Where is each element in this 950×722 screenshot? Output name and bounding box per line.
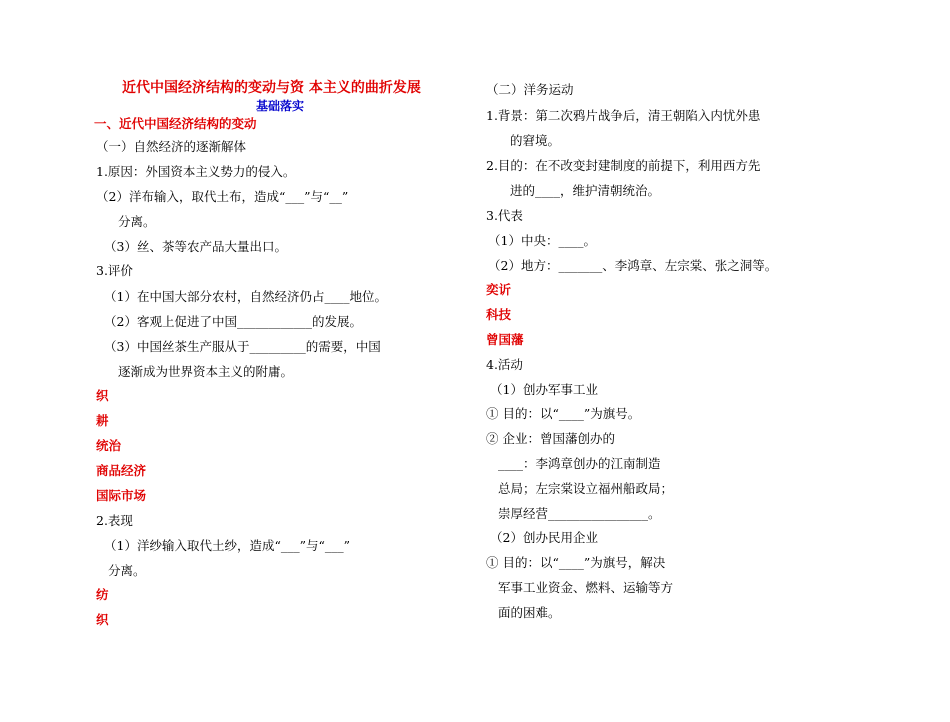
text-line: （2）客观上促进了中国____________的发展。 xyxy=(104,314,362,329)
text-line: 总局；左宗棠设立福州船政局； xyxy=(498,481,674,496)
text-line: 4.活动 xyxy=(486,357,523,372)
answer-text: 织 xyxy=(96,388,109,403)
document-subtitle: 基础落实 xyxy=(256,99,305,113)
text-line: （2）洋布输入，取代土布，造成“___”与“__” xyxy=(96,189,349,204)
document-title: 近代中国经济结构的变动与资 本主义的曲折发展 xyxy=(122,80,421,96)
text-line: ② 企业：曾国藩创办的 xyxy=(486,431,615,446)
text-line: （1）中央：____。 xyxy=(488,233,596,248)
text-line: 2.目的：在不改变封建制度的前提下，利用西方先 xyxy=(486,158,761,173)
text-line: （3）丝、茶等农产品大量出口。 xyxy=(104,239,287,254)
text-line: （1）创办军事工业 xyxy=(490,382,598,397)
text-line: 崇厚经营________________。 xyxy=(498,506,661,521)
answer-text: 奕䜣 xyxy=(486,282,512,297)
text-line: （2）地方：_______、李鸿章、左宗棠、张之洞等。 xyxy=(488,258,778,273)
answer-text: 商品经济 xyxy=(96,463,147,478)
text-line: 1.原因：外国资本主义势力的侵入。 xyxy=(96,164,296,179)
answer-text: 曾国藩 xyxy=(486,332,524,347)
text-line: ① 目的：以“____”为旗号，解决 xyxy=(486,555,666,570)
text-line: （3）中国丝茶生产服从于_________的需要，中国 xyxy=(104,339,381,354)
text-line: （2）创办民用企业 xyxy=(490,530,598,545)
text-line: （1）在中国大部分农村，自然经济仍占____地位。 xyxy=(104,289,387,304)
answer-text: 织 xyxy=(96,612,109,627)
text-line: 军事工业资金、燃料、运输等方 xyxy=(498,580,674,595)
text-line: ____：李鸿章创办的江南制造 xyxy=(498,456,661,471)
text-line: 2.表现 xyxy=(96,513,133,528)
text-line: 3.评价 xyxy=(96,263,133,278)
text-line: （1）洋纱输入取代土纱，造成“___”与“___” xyxy=(104,538,351,553)
text-line: ① 目的：以“____”为旗号。 xyxy=(486,406,641,421)
text-line: 3.代表 xyxy=(486,208,523,223)
answer-text: 统治 xyxy=(96,438,122,453)
text-line: 分离。 xyxy=(118,214,156,229)
text-line: 逐渐成为世界资本主义的附庸。 xyxy=(118,364,294,379)
subheading-natural-economy: （一）自然经济的逐渐解体 xyxy=(96,139,247,154)
text-line: 分离。 xyxy=(108,563,146,578)
text-line: 1.背景：第二次鸦片战争后，清王朝陷入内忧外患 xyxy=(486,108,761,123)
answer-text: 科技 xyxy=(486,307,512,322)
section-heading-1: 一、近代中国经济结构的变动 xyxy=(94,116,257,131)
text-line: 进的____，维护清朝统治。 xyxy=(510,183,661,198)
text-line: 面的困难。 xyxy=(498,605,561,620)
answer-text: 纺 xyxy=(96,587,109,602)
text-line: 的窘境。 xyxy=(510,133,561,148)
subheading-westernization: （二）洋务运动 xyxy=(486,82,574,97)
answer-text: 国际市场 xyxy=(96,488,147,503)
answer-text: 耕 xyxy=(96,413,109,428)
